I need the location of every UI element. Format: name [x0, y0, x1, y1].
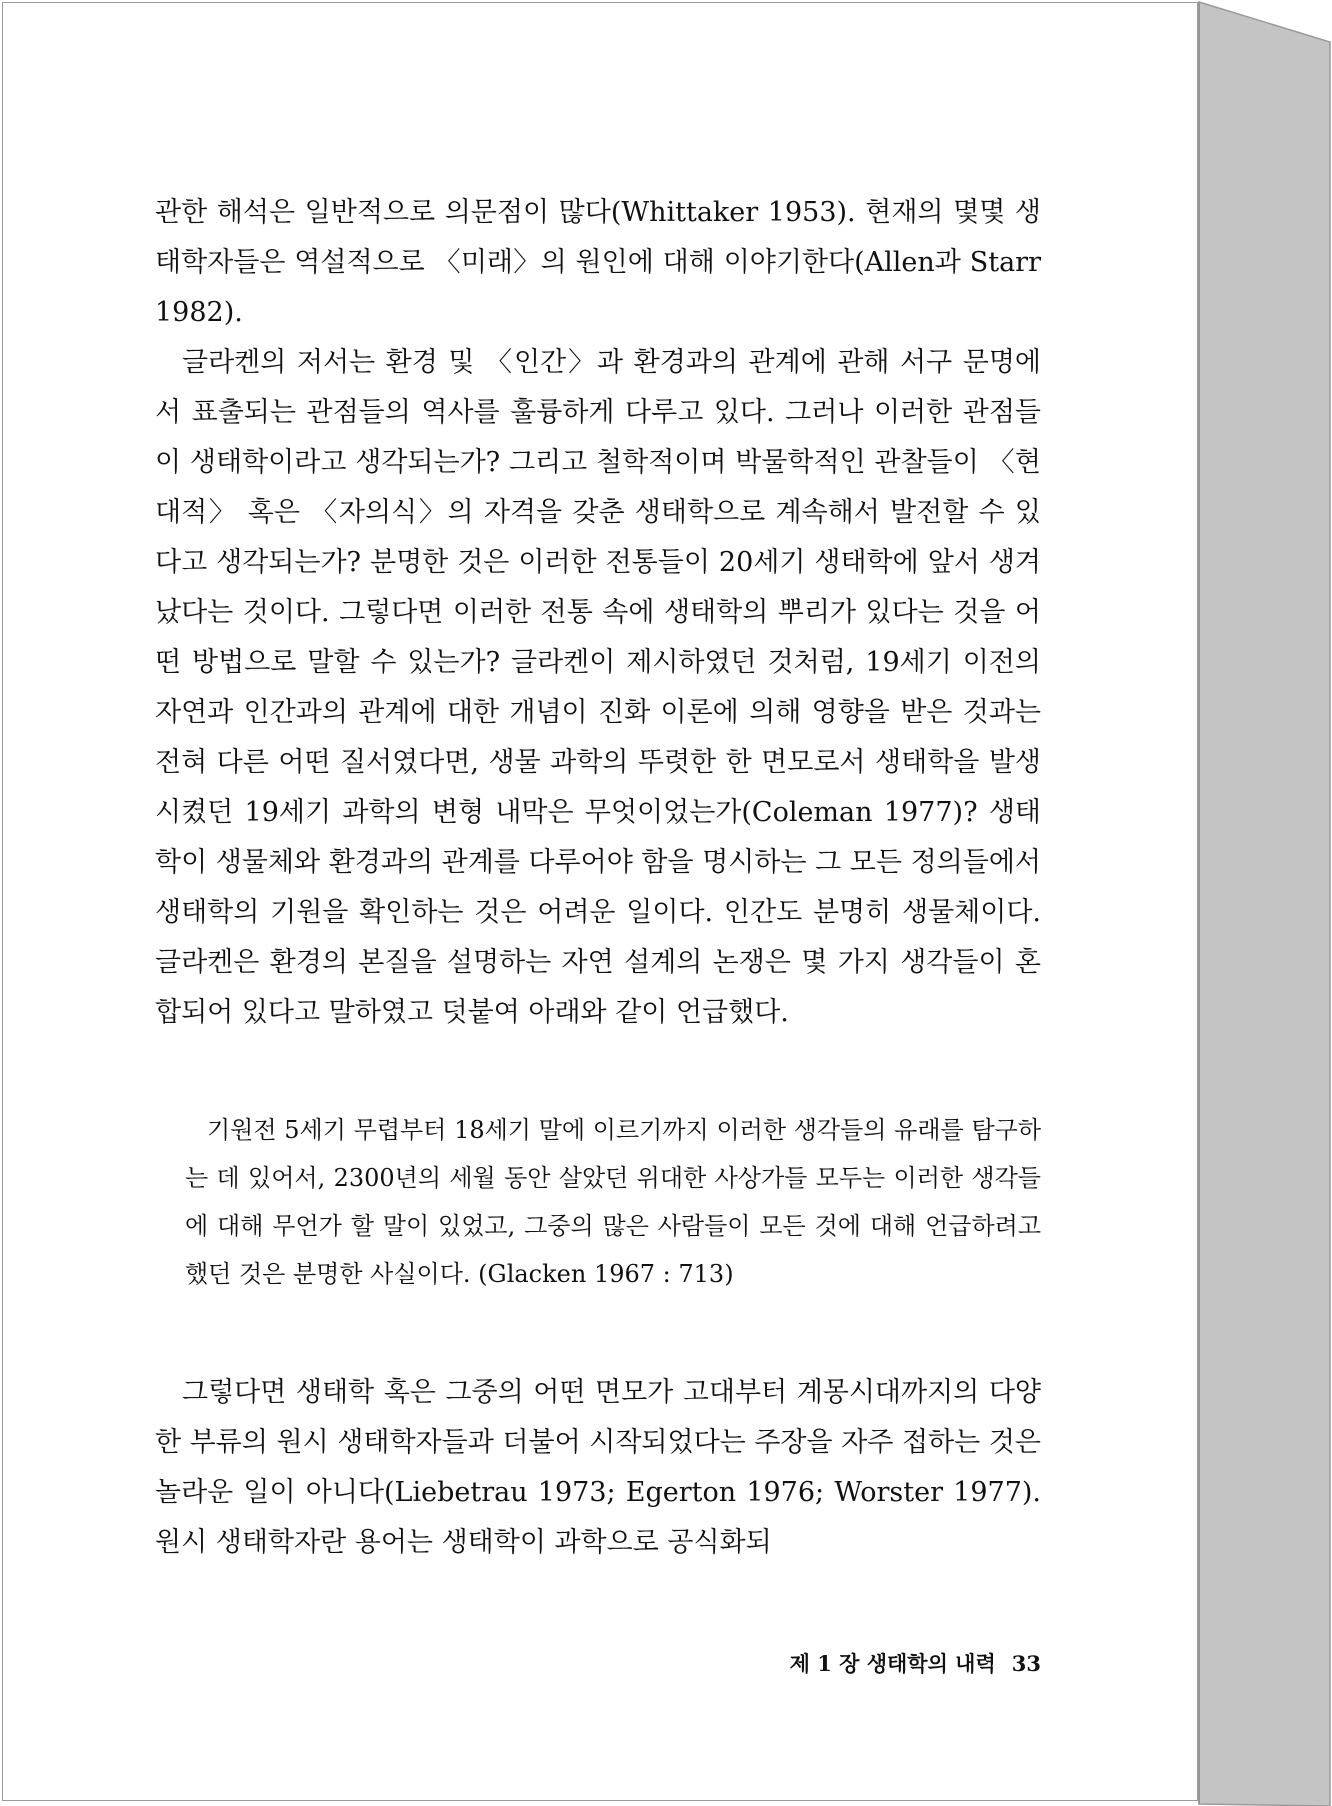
page-footer	[700, 1648, 1041, 1678]
block-quote: 기원전 5세기 무렵부터 18세기 말에 이르기까지 이러한 생각들의 유래를 탐구하는 데 있어서, 2300년의 세월 동안 살았던 위대한 사상가들 모두는 이러한 생각들에 대해 무언가 할 말이 있었고, 그중의 많은 사람들이 모든 것에 대해 언급하려고 했던 것은 분명한 사실이다. (Glacken 1967 : 713)	[185, 1116, 1041, 1288]
page-body	[155, 188, 1041, 1568]
paragraph-2: 글라켄의 저서는 환경 및 〈인간〉과 환경과의 관계에 관해 서구 문명에서 표출되는 관점들의 역사를 훌륭하게 다루고 있다. 그러나 이러한 관점들이 생태학이라고 생각되는가? 그리고 철학적이며 박물학적인 관찰들이 〈현대적〉 혹은 〈자의식〉의 자격을 갖춘 생태학으로 계속해서 발전할 수 있다고 생각되는가? 분명한 것은 이러한 전통들이 20세기 생태학에 앞서 생겨났다는 것이다. 그렇다면 이러한 전통 속에 생태학의 뿌리가 있다는 것을 어떤 방법으로 말할 수 있는가? 글라켄이 제시하였던 것처럼, 19세기 이전의 자연과 인간과의 관계에 대한 개념이 진화 이론에 의해 영향을 받은 것과는 전혀 다른 어떤 질서였다면, 생물 과학의 뚜렷한 한 면모로서 생태학을 발생시켰던 19세기 과학의 변형 내막은 무엇이었는가(Coleman 1977)? 생태학이 생물체와 환경과의 관계를 다루어야 함을 명시하는 그 모든 정의들에서 생태학의 기원을 확인하는 것은 어려운 일이다. 인간도 분명히 생물체이다. 글라켄은 환경의 본질을 설명하는 자연 설계의 논쟁은 몇 가지 생각들이 혼합되어 있다고 말하였고 덧붙여 아래와 같이 언급했다.	[155, 347, 1041, 1028]
page-edge-shadow	[1199, 2, 1330, 1806]
paragraph-1: 관한 해석은 일반적으로 의문점이 많다(Whittaker 1953). 현재의 몇몇 생태학자들은 역설적으로 〈미래〉의 원인에 대해 이야기한다(Allen과 Starr 1982).	[155, 197, 1041, 328]
page-number: 33	[1011, 1651, 1041, 1676]
chapter-title: 제 1 장 생태학의 내력	[789, 1651, 996, 1676]
paragraph-3: 그렇다면 생태학 혹은 그중의 어떤 면모가 고대부터 계몽시대까지의 다양한 부류의 원시 생태학자들과 더불어 시작되었다는 주장을 자주 접하는 것은 놀라운 일이 아니다(Liebetrau 1973; Egerton 1976; Worster 1977). 원시 생태학자란 용어는 생태학이 과학으로 공식화되	[155, 1377, 1041, 1558]
